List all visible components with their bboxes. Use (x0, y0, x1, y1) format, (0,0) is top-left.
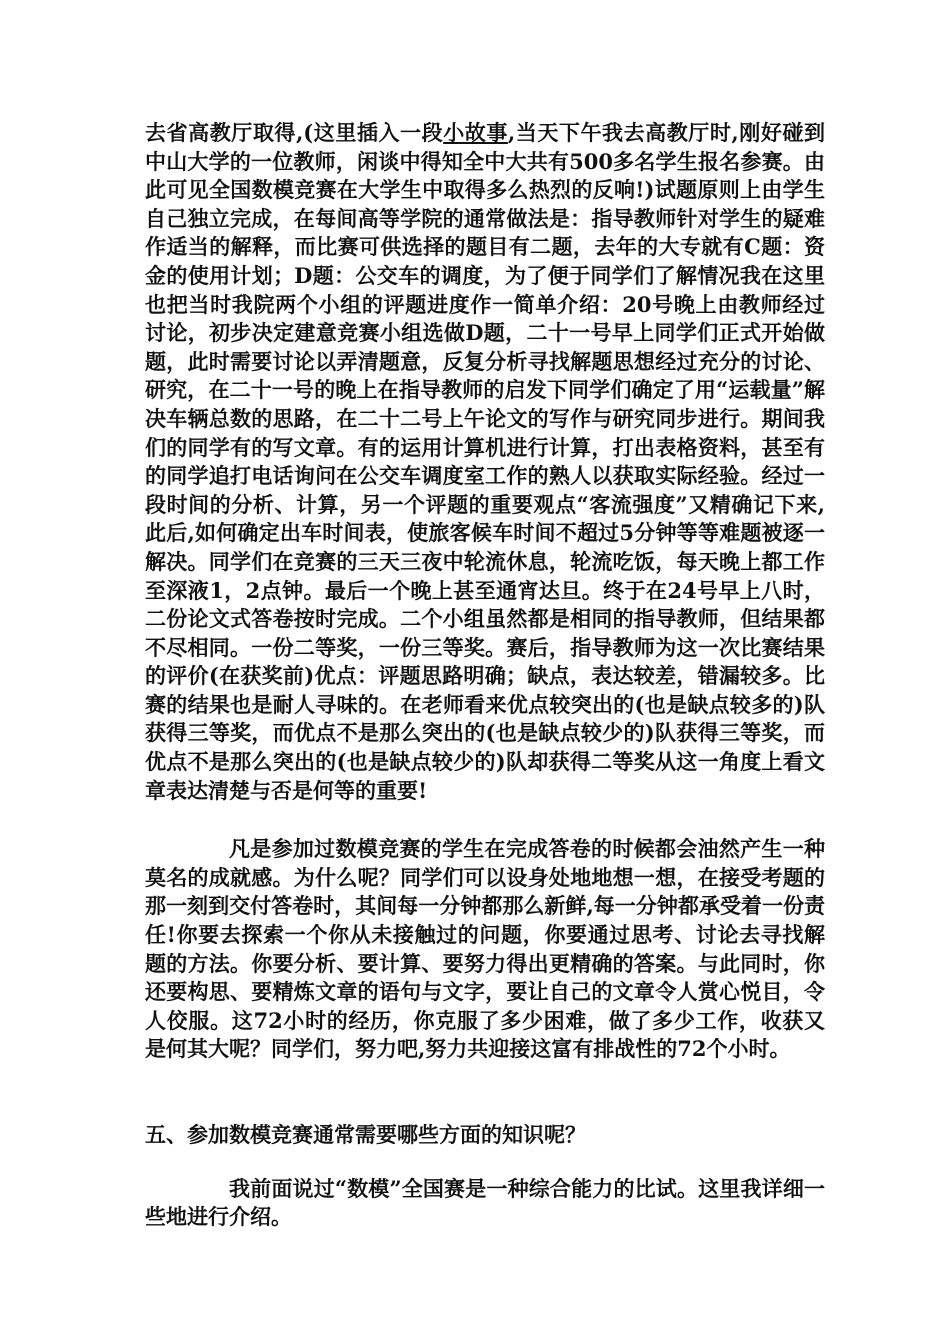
document-page (145, 119, 825, 1232)
paragraph-text-rest: ,当天下午我去高教厅时,刚好碰到中山大学的一位教师，闲谈中得知全中大共有500多名学生报名参赛。由此可见全国数模竞赛在大学生中取得多么热烈的反响!)试题原则上由学生自己独立完成，在每间高等学院的通常做法是：指导教师针对学生的疑难作适当的解释，而比赛可供选择的题目有二题，去年的大专就有C题：资金的使用计划；D题：公交车的调度，为了便于同学们了解情况我在这里也把当时我院两个小组的评题进度作一简单介绍：20号晚上由教师经过讨论，初步决定建意竞赛小组选做D题，二十一号早上同学们正式开始做题，此时需要讨论以弄清题意，反复分析寻找解题思想经过充分的讨论、研究，在二十一号的晚上在指导教师的启发下同学们确定了用“运载量”解决车辆总数的思路，在二十二号上午论文的写作与研究同步进行。期间我们的同学有的写文章。有的运用计算机进行计算，打出表格资料，甚至有的同学追打电话询问在公交车调度室工作的熟人以获取实际经验。经过一段时间的分析、计算，另一个评题的重要观点“客流强度”又精确记下来,此后,如何确定出车时间表，使旅客候车时间不超过5分钟等等难题被逐一解决。同学们在竞赛的三天三夜中轮流休息，轮流吃饭，每天晚上都工作至深液1，2点钟。最后一个晚上甚至通宵达旦。终于在24号早上八时，二份论文式答卷按时完成。二个小组虽然都是相同的指导教师，但结果都不尽相同。一份二等奖，一份三等奖。赛后，指导教师为这一次比赛结果的评价(在获奖前)优点：评题思路明确；缺点，表达较差，错漏较多。比赛的结果也是耐人寻味的。在老师看来优点较突出的(也是缺点较多的)队获得三等奖，而优点不是那么突出的(也是缺点较少的)队获得三等奖，而优点不是那么突出的(也是缺点较少的)队却获得二等奖从这一角度上看文章表达清楚与否是何等的重要! (145, 120, 826, 803)
paragraph-competition-story (145, 119, 825, 805)
section-spacer (145, 1064, 825, 1121)
heading-spacer (145, 1150, 825, 1175)
section-heading-5: 五、参加数模竞赛通常需要哪些方面的知识呢？ (145, 1122, 586, 1147)
paragraph-spacer (145, 805, 825, 835)
paragraph-introduction: 我前面说过“数模”全国赛是一种综合能力的比试。这里我详细一些地进行介绍。 (145, 1175, 825, 1230)
paragraph-text-start: 去省高教厅取得,(这里插入一段 (145, 120, 444, 145)
paragraph-sense-of-achievement: 凡是参加过数模竞赛的学生在完成答卷的时候都会油然产生一种莫名的成就感。为什么呢？同学们可以设身处地地想一想，在接受考题的那一刻到交付答卷时，其间每一分钟都那么新鲜,每一分钟都承受着一份责任!你要去探索一个你从未接触过的问题，你要通过思考、讨论去寻找解题的方法。你要分析、要计算、要努力得出更精确的答案。与此同时，你还要构思、要精炼文章的语句与文字，要让自己的文章令人赏心悦目，令人佼服。这72小时的经历，你克服了多少困难，做了多少工作，收获又是何其大呢？同学们，努力吧,努力共迎接这富有排战性的72个小时。 (145, 836, 825, 1062)
underlined-phrase: 小故事 (443, 120, 508, 145)
